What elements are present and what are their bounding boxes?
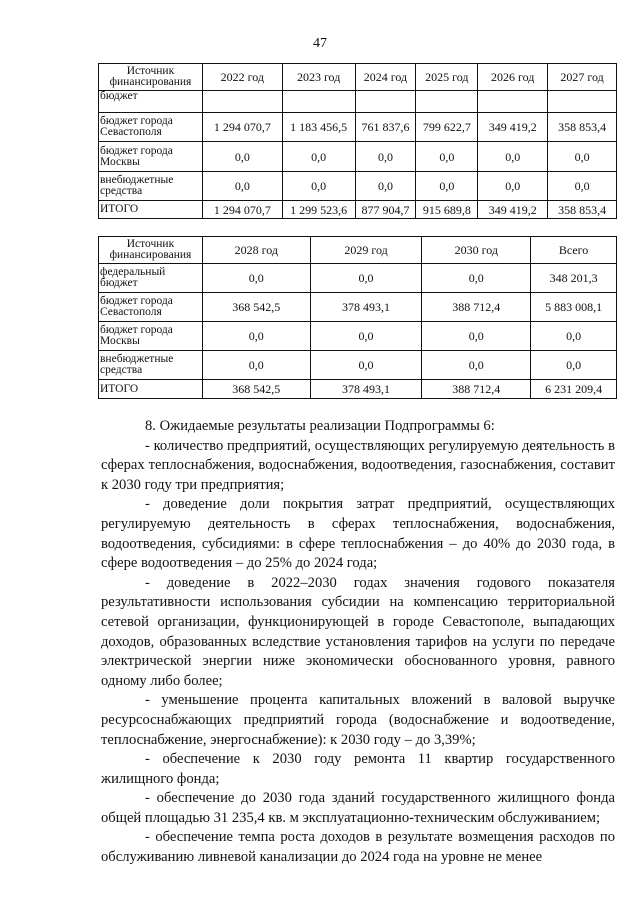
value-cell: 1 299 523,6 xyxy=(282,201,355,219)
table-row xyxy=(99,264,617,293)
value-cell: 0,0 xyxy=(202,264,310,293)
value-cell: 0,0 xyxy=(422,322,531,351)
value-cell: 0,0 xyxy=(310,322,422,351)
value-cell: 0,0 xyxy=(478,172,548,201)
financing-table-2022-2027 xyxy=(98,63,617,219)
column-header: 2030 год xyxy=(422,237,531,264)
value-cell: 378 493,1 xyxy=(310,293,422,322)
column-header: Источник финансирования xyxy=(99,64,203,91)
source-cell: внебюджетные средства xyxy=(99,351,203,380)
column-header: 2026 год xyxy=(478,64,548,91)
value-cell: 1 294 070,7 xyxy=(202,113,282,142)
value-cell: 349 419,2 xyxy=(478,201,548,219)
value-cell xyxy=(282,91,355,113)
table-row xyxy=(99,322,617,351)
source-cell: федеральный бюджет xyxy=(99,264,203,293)
value-cell xyxy=(548,91,617,113)
value-cell xyxy=(202,91,282,113)
source-cell: бюджет города Севастополя xyxy=(99,293,203,322)
source-cell: бюджет города Москвы xyxy=(99,322,203,351)
value-cell: 0,0 xyxy=(202,142,282,172)
value-cell: 368 542,5 xyxy=(202,380,310,399)
value-cell: 0,0 xyxy=(548,172,617,201)
column-header: 2022 год xyxy=(202,64,282,91)
table-total-row xyxy=(99,380,617,399)
result-item: - количество предприятий, осуществляющих регулируемую деятельность в сферах теплоснабжения, водоснабжения, водоотведения, газоснабжения, составит к 2030 году три предприятия; xyxy=(101,437,615,493)
source-cell: бюджет города Севастополя xyxy=(99,113,203,142)
value-cell: 358 853,4 xyxy=(548,113,617,142)
value-cell: 349 419,2 xyxy=(478,113,548,142)
value-cell: 388 712,4 xyxy=(422,293,531,322)
table-total-row xyxy=(99,201,617,219)
value-cell: 799 622,7 xyxy=(416,113,478,142)
source-cell: ИТОГО xyxy=(99,201,203,219)
column-header: Источник финансирования xyxy=(99,237,203,264)
section-heading: 8. Ожидаемые результаты реализации Подпрограммы 6: xyxy=(145,418,495,434)
column-header: Всего xyxy=(531,237,617,264)
column-header: 2028 год xyxy=(202,237,310,264)
value-cell: 0,0 xyxy=(416,142,478,172)
table-row xyxy=(99,351,617,380)
value-cell: 0,0 xyxy=(310,264,422,293)
value-cell: 6 231 209,4 xyxy=(531,380,617,399)
value-cell: 0,0 xyxy=(282,142,355,172)
value-cell: 0,0 xyxy=(478,142,548,172)
value-cell: 1 183 456,5 xyxy=(282,113,355,142)
value-cell: 0,0 xyxy=(310,351,422,380)
value-cell: 915 689,8 xyxy=(416,201,478,219)
result-item: - обеспечение до 2030 года зданий государственного жилищного фонда общей площадью 31 235,4 кв. м эксплуатационно-техническим обслуживанием; xyxy=(101,790,615,826)
value-cell: 0,0 xyxy=(416,172,478,201)
table-row xyxy=(99,113,617,142)
value-cell: 0,0 xyxy=(355,172,416,201)
value-cell: 0,0 xyxy=(548,142,617,172)
value-cell: 5 883 008,1 xyxy=(531,293,617,322)
source-cell: бюджет города Москвы xyxy=(99,142,203,172)
value-cell: 0,0 xyxy=(531,322,617,351)
value-cell xyxy=(478,91,548,113)
column-header: 2025 год xyxy=(416,64,478,91)
page-number: 47 xyxy=(313,36,327,51)
value-cell: 358 853,4 xyxy=(548,201,617,219)
source-cell: ИТОГО xyxy=(99,380,203,399)
value-cell: 348 201,3 xyxy=(531,264,617,293)
value-cell: 0,0 xyxy=(422,264,531,293)
value-cell: 1 294 070,7 xyxy=(202,201,282,219)
column-header: 2029 год xyxy=(310,237,422,264)
value-cell: 0,0 xyxy=(531,351,617,380)
value-cell: 368 542,5 xyxy=(202,293,310,322)
column-header: 2023 год xyxy=(282,64,355,91)
table-row xyxy=(99,293,617,322)
table-row xyxy=(99,91,617,113)
value-cell: 761 837,6 xyxy=(355,113,416,142)
column-header: 2027 год xyxy=(548,64,617,91)
value-cell: 877 904,7 xyxy=(355,201,416,219)
table-header-row xyxy=(99,64,617,91)
value-cell: 0,0 xyxy=(422,351,531,380)
financing-table-2028-2030 xyxy=(98,236,617,399)
expected-results-section xyxy=(101,417,615,868)
value-cell: 0,0 xyxy=(202,172,282,201)
value-cell: 0,0 xyxy=(202,322,310,351)
table-row xyxy=(99,142,617,172)
table-header-row xyxy=(99,237,617,264)
result-item: - обеспечение к 2030 году ремонта 11 квартир государственного жилищного фонда; xyxy=(101,751,615,787)
value-cell: 388 712,4 xyxy=(422,380,531,399)
result-item: - обеспечение темпа роста доходов в результате возмещения расходов по обслуживанию ливневой канализации до 2024 года на уровне не менее xyxy=(101,829,615,866)
value-cell: 378 493,1 xyxy=(310,380,422,399)
source-cell: бюджет xyxy=(99,91,203,113)
result-item: - доведение в 2022–2030 годах значения годового показателя результативности использования субсидии на компенсацию территориальной сетевой организации, функционирующей в городе Севастополе, выпадающих доходов, образованных вследствие установления тарифов на услуги по передаче электрической энергии ниже экономически обоснованного уровня, равного одному либо более; xyxy=(101,574,615,689)
result-item: - доведение доли покрытия затрат предприятий, осуществляющих регулируемую деятельность в сферах теплоснабжения, водоснабжения, водоотведения, субсидиями: в сфере теплоснабжения – до 40% до 2030 года, в сфере водоотведения – до 25% до 2024 года; xyxy=(101,496,615,572)
value-cell xyxy=(355,91,416,113)
source-cell: внебюджетные средства xyxy=(99,172,203,201)
value-cell xyxy=(416,91,478,113)
column-header: 2024 год xyxy=(355,64,416,91)
value-cell: 0,0 xyxy=(202,351,310,380)
table-row xyxy=(99,172,617,201)
value-cell: 0,0 xyxy=(355,142,416,172)
value-cell: 0,0 xyxy=(282,172,355,201)
result-item: - уменьшение процента капитальных вложений в валовой выручке ресурсоснабжающих предприятий города (водоснабжение и водоотведение, теплоснабжение, энергоснабжение): к 2030 году – до 3,39%; xyxy=(101,692,615,748)
